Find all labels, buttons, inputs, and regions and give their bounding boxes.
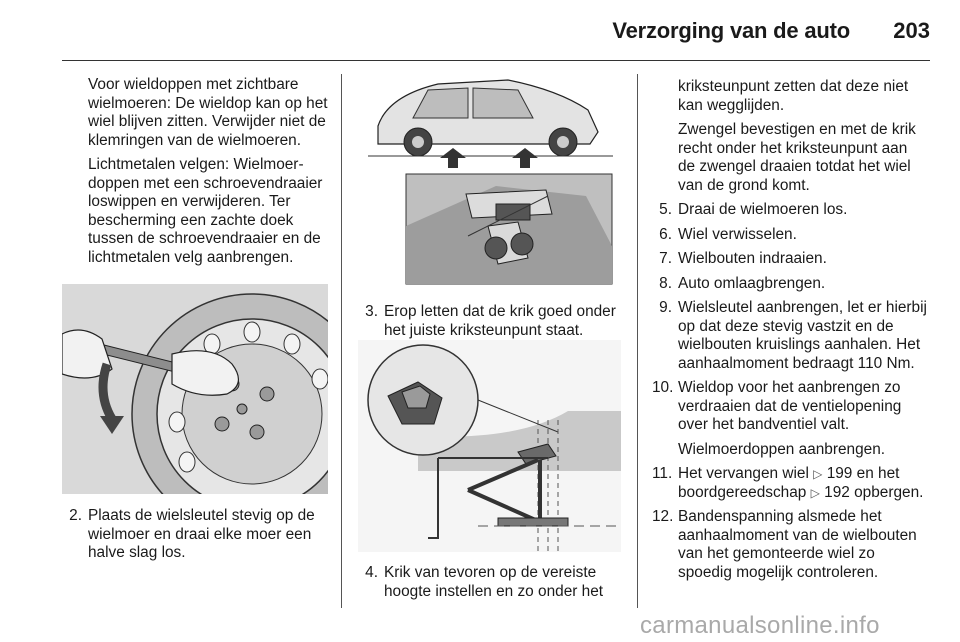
page-reference-link[interactable]: 199 xyxy=(826,465,853,482)
step-text: Wielmoerdoppen aanbrengen. xyxy=(678,440,886,458)
step-text: kriksteunpunt zetten dat deze niet kan wegglijden. xyxy=(678,78,909,114)
wheel-cap-paragraph: Voor wieldoppen met zichtbare wielmoeren: De wieldop kan op het wiel blijven zitten. Verwijder niet de klemringen van de wielmoeren. xyxy=(88,76,328,149)
step-number: 12. xyxy=(652,508,674,525)
step-text: Wieldop voor het aanbrengen zo verdraaien dat de ventielopening over het bandventiel valt. xyxy=(678,379,902,433)
step-6 xyxy=(652,226,928,245)
step-5 xyxy=(652,201,928,220)
page-reference-link[interactable]: 192 xyxy=(824,483,850,501)
page-ref-arrow-icon: ▷ xyxy=(813,467,823,481)
page-title: Verzorging van de auto xyxy=(612,18,850,43)
wheel-wrench-figure xyxy=(62,284,328,494)
page-ref-arrow-icon: ▷ xyxy=(810,485,820,500)
step-text: Draai de wielmoeren los. xyxy=(678,201,848,218)
step-number: 5. xyxy=(659,201,672,218)
step-4 xyxy=(358,564,628,601)
step-text: Bandenspanning alsmede het aanhaalmoment van de wielbouten van het gemonteerde wiel zo spoedig mogelijk controleren. xyxy=(678,508,917,581)
step-12 xyxy=(652,508,928,582)
wheel-illustration-svg xyxy=(62,284,328,494)
step-4-continued xyxy=(652,78,928,115)
step-10 xyxy=(652,379,928,435)
watermark-text: carmanualsonline.info xyxy=(640,612,880,639)
column-2-step-4 xyxy=(358,564,628,607)
step-2 xyxy=(62,507,334,563)
column-1-steps xyxy=(62,507,334,569)
column-1 xyxy=(88,76,334,273)
step-text: Wielsleutel aanbrengen, let er hierbij op dat deze stevig vastzit en de wielbouten kruislings aanhalen. Het aanhaalmoment bedraagt 110 Nm. xyxy=(678,299,927,372)
step-text: Het vervangen wiel ▷ 199 en het boordgereedschap ▷ 192 opbergen. xyxy=(678,465,924,501)
step-number: 10. xyxy=(652,379,674,396)
step-number: 2. xyxy=(69,507,82,524)
step-8 xyxy=(652,275,928,294)
step-number: 11. xyxy=(652,465,673,482)
alloy-rim-paragraph: Lichtmetalen velgen: Wielmoerdoppen met een schroevendraaier loswippen en verwijderen. Ter bescherming een zachte doek tussen de schroevendraaier en de lichtmetalen velg aanbrengen. xyxy=(88,156,323,266)
step-11 xyxy=(652,465,928,502)
step-number: 4. xyxy=(365,564,378,581)
step-number: 8. xyxy=(659,274,672,292)
step-number: 7. xyxy=(659,250,672,267)
column-divider-1 xyxy=(341,74,342,608)
step-text: Plaats de wielsleutel stevig op de wielmoer en draai elke moer een halve slag los. xyxy=(88,507,315,561)
step-text: Wiel verwisselen. xyxy=(678,225,797,243)
jack-placement-figure xyxy=(358,340,621,552)
step-text: Zwengel bevestigen en met de krik recht onder het kriksteunpunt aan de zwengel draaien totdat het wiel van de grond komt. xyxy=(678,121,916,194)
step-10-sub xyxy=(652,441,928,460)
step-number: 3. xyxy=(365,303,378,320)
step-text: Erop letten dat de krik goed onder het juiste kriksteunpunt staat. xyxy=(384,303,616,339)
header-divider xyxy=(62,60,930,61)
jack-point-figure xyxy=(358,76,621,286)
step-number: 6. xyxy=(659,225,672,243)
column-divider-2 xyxy=(637,74,638,608)
step-text: Krik van tevoren op de vereiste hoogte instellen en zo onder het xyxy=(384,564,604,600)
step-number: 9. xyxy=(659,299,672,316)
step-9 xyxy=(652,299,928,373)
step-7 xyxy=(652,250,928,269)
step-4-sub xyxy=(652,121,928,195)
step-text: Auto omlaagbrengen. xyxy=(678,274,826,292)
car-jack-point-svg xyxy=(358,76,621,286)
page-number: 203 xyxy=(893,18,930,43)
step-text: Wielbouten indraaien. xyxy=(678,250,827,267)
column-3 xyxy=(652,78,928,588)
jack-lift-svg xyxy=(358,340,621,552)
step-3 xyxy=(358,303,628,340)
